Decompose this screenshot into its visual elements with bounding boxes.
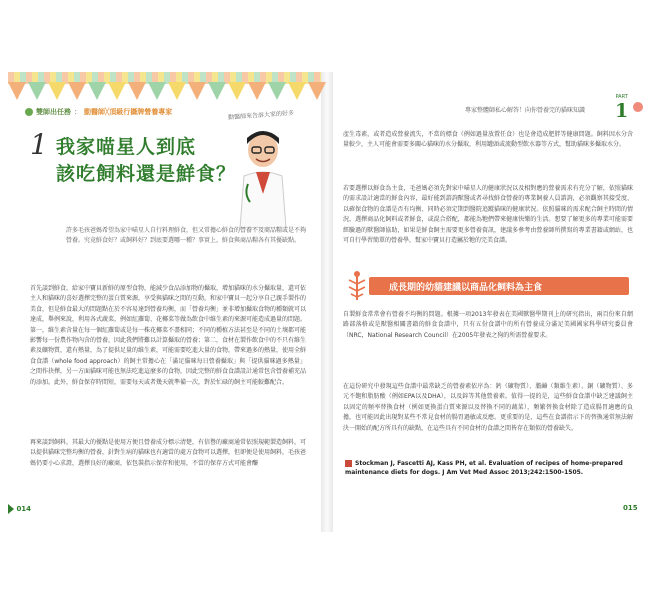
series-dot-icon — [25, 108, 33, 116]
folio-triangle-icon — [8, 504, 14, 514]
body-paragraph: 再來談到飼料，其最大的優點是使用方便且營養成分標示清楚，有信譽的廠商通常依照規範製造飼料，可以提供貓咪完整均衡的營養，針對生病的貓咪也有適當的處方食物可以選擇，但卻便是使用飼料，毛孩爸媽仍要小心求證，選擇良好的廠商，依包裝指示保存和使用，不當的保存方式可能會釀 — [30, 439, 307, 467]
book-gutter — [321, 72, 333, 532]
page-number-left: 014 — [8, 504, 31, 514]
left-page — [8, 72, 321, 532]
paw-icon — [633, 102, 643, 112]
body-paragraph: 自製鮮食常常會有營養不均衡的問題。根據一項2013年發表在美國獸醫學期刊上的研究指出，兩百份來自網路部落格或是獸醫相關書籍的鮮食食譜中，只有五份食譜中的所有營養成分滿足美國國家科學研究委員會（NRC，National Research Council）在2005年發表之狗的所需營養要求。 — [343, 311, 633, 339]
doctor-avatar-icon — [234, 124, 292, 228]
section-heading: 成長期的幼貓建議以商品化飼料為主食 — [369, 277, 629, 295]
bunting-decoration — [8, 72, 321, 106]
body-paragraph: 在這份研究中發現這些食譜中最常缺乏的營養素依序為：鈣（礦物質）、膽鹼（類維生素）、銅（礦物質）、多元不飽和脂肪酸（例如EPA以及DHA），以及鋅等其他營養素。值得一提的是，這些鮮食食譜中缺乏建議飼主以固定的頻率替換食材（例如更換蛋白質來源以及替換不同的蔬菜），頻繁替換食材除了造成腸胃適應的負擔，也可能因此出現對某些不常見食材的腸胃過敏或反應。更重要的是，這些在食譜指示下的替換通常無法解決一開始的配方所具有的缺點，在這些具有不同食材的食譜之間皆存在類似的營養缺失。 — [343, 383, 633, 432]
body-paragraph: 首先談到鮮食，給家中寶貝新鮮的原型食物，能減少食品添加物的攝取，增加貓咪的水分攝取量，還可依主人和貓咪的喜好選擇完整的蛋白質來源，享受與貓咪之間的互動，和家中寶貝一起分享自己親手製作的美食，但是鮮食最大的問題點在於不容易達到營養均衡，而「營養均衡」並非增加攝取食物的種類就可以達成，舉例來說，利用各式蔬菜，例如紅蘿蔔、花椰菜等做為飲食中維生素的來源可能造成過量的問題。第一，維生素含量在每一個紅蘿蔔或是每一株花椰菜不盡相同；不同的種植方法甚至是不同的土壤都可能影響每一份農作物內含的營養，因此我們將難以計算攝取的營養；第二，食材在製作飲食中的不只有維生素及礦物質，還有熱量，為了提供足量的維生素，可能需要吃進大量的食物，帶來過多的熱量，使用全鮮食食譜（whole food approach）的飼主常擔心在「滿足貓咪每日營養攝取」與「提供貓咪過多熱量」之間作抉擇，另一方面貓咪可能也無法吃進這麼多的食物，因此完整的鮮食食譜設計通常包含營養補充品的添加。此外，鮮食保存時間短，需要每天或者幾天就準備一次，對於忙碌的飼主可能較難配合。 — [30, 285, 307, 386]
chapter-number: 1 — [30, 128, 48, 161]
page-number-right: 015 — [623, 504, 638, 512]
body-paragraph: 產生毒素，或者造成營養流失，不當的標食（例如過量放置任食）也是會造成肥胖等健康問題。飼料因水分含量較少，主人可能會需要多關心貓咪的水分攝取，利用罐頭或流動型飲水器等方式，幫助貓咪多攝取水分。 — [343, 131, 633, 149]
fish-bone-icon — [343, 270, 371, 302]
reference-citation: Stockman J, Fascetti AJ, Kass PH, et al. Evaluation of recipes of home-prepared maintenance diets for dogs. J Am Vet Med Assoc 2013;242:1500-1505. — [345, 460, 623, 476]
series-label: 雙師出任務 ： 動醫師╳頂級行攝牌營養專家 — [25, 107, 172, 117]
body-paragraph: 若要選擇以鮮食為主食，毛爸媽必須先對家中喵星人的健康狀況以及相對應的營養需求有充分了解，依照貓咪的需求設計適當的鮮食內容，最好能到諮詢獸醫或者尋找鮮食營養的專業飼養人員諮詢，必須觀察其接受度、以確保食物的食譜是否有均衡、同時必須定期到醫院追蹤貓咪的健康狀況。依照貓咪的需求配合飼主時間的情況，選擇商品化飼料或者鮮食，或混合搭配，都能為牠們帶來健康快樂的生活。想要了解更多的專業可能需要經驗過的獸醫師協助，如果是鮮食飼主需要更多營養資訊，建議多參考由營養師所撰寫的專業書籍或網站，也可自行學習簡單的營養學，幫家中寶貝打造屬於牠的完美食譜。 — [343, 185, 633, 245]
running-head: 專家整體師私心解答！向你營養完的貓咪知識 — [465, 107, 586, 114]
avatar-caption: 動醫師來告訴大家的好多 — [227, 109, 295, 122]
page-title: 我家喵星人到底 該吃飼料還是鮮食？ — [56, 136, 237, 185]
right-page — [333, 72, 647, 532]
intro-paragraph: 許多毛孩爸媽希望為家中喵星人自行料理鮮食，但又常擔心鮮食的營養不及商品糧或是不夠營養。究竟鮮食好？或飼料好？到底要選哪一種？事實上，鮮食與商品糧各有其優缺點。 — [66, 227, 307, 245]
reference-mark-icon — [345, 460, 352, 467]
part-marker: PART 1 — [615, 94, 629, 122]
